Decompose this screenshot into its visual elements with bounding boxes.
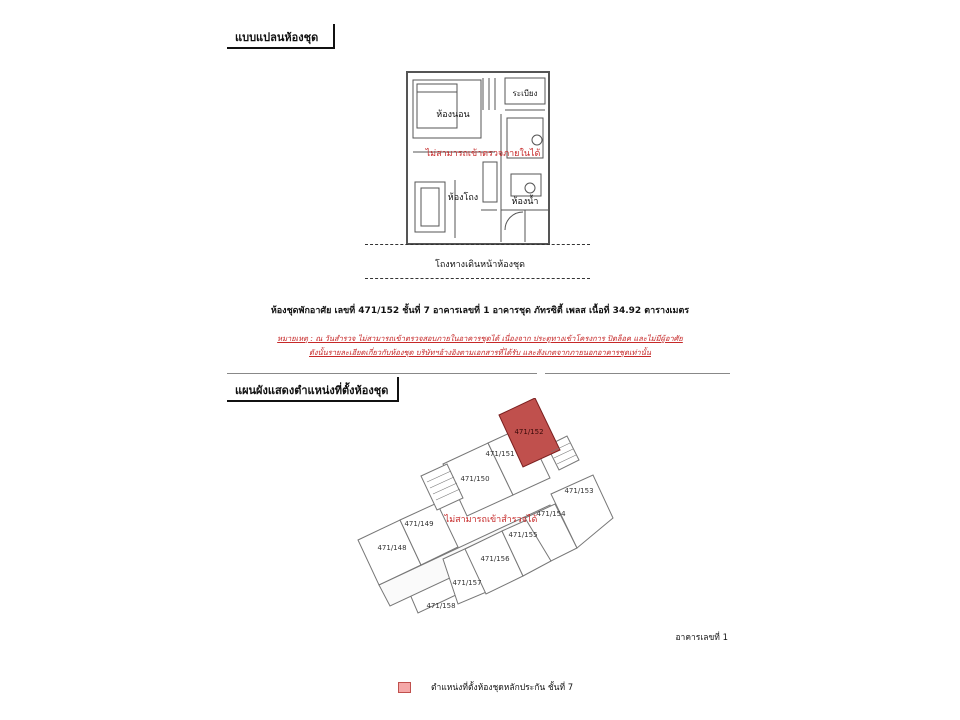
unit-153-label: 471/153: [564, 487, 594, 495]
legend-swatch: [398, 682, 411, 693]
section-divider-left: [227, 373, 537, 374]
corridor-line-bottom: [365, 278, 590, 279]
site-no-access-note: ไม่สามารถเข้าสำรวจได้: [444, 515, 538, 525]
unit-156-label: 471/156: [480, 555, 510, 563]
bathroom-label: ห้องน้ำ: [511, 197, 539, 207]
site-plan: [355, 398, 615, 620]
unit-154-label: 471/154: [536, 510, 566, 518]
unit-157-label: 471/157: [452, 579, 482, 587]
building-number-label: อาคารเลขที่ 1: [675, 633, 728, 643]
no-access-note: ไม่สามารถเข้าตรวจภายในได้: [425, 149, 541, 159]
section-divider-right: [545, 373, 730, 374]
unit-158-label: 471/158: [426, 602, 456, 610]
remark-line-2: ดังนั้นรายละเอียดเกี่ยวกับห้องชุด บริษัทฯอ้างอิงตามเอกสารที่ได้รับ และสังเกตจากภายนอกอาคารชุดเท่านั้น: [309, 348, 651, 357]
floor-plan-heading: แบบแปลนห้องชุด: [227, 24, 335, 49]
legend-label: ตำแหน่งที่ตั้งห้องชุดหลักประกัน ชั้นที่ 7: [431, 683, 574, 693]
unit-152-label: 471/152: [514, 428, 544, 436]
unit-150-label: 471/150: [460, 475, 490, 483]
remark-line-1: หมายเหตุ : ณ วันสำรวจ ไม่สามารถเข้าตรวจสอบภายในอาคารชุดได้ เนื่องจาก ประตูทางเข้าโครงการ ปิดล็อค และไม่มีผู้อาศัย: [277, 334, 683, 343]
unit-151-label: 471/151: [485, 450, 515, 458]
unit-148-label: 471/148: [377, 544, 407, 552]
corridor-line-top: [365, 244, 590, 245]
location-map-heading: แผนผังแสดงตำแหน่งที่ตั้งห้องชุด: [227, 377, 399, 402]
bedroom-label: ห้องนอน: [436, 110, 470, 120]
unit-149-label: 471/149: [404, 520, 434, 528]
legend: [398, 680, 573, 694]
unit-155-label: 471/155: [508, 531, 538, 539]
hall-label: ห้องโถง: [447, 193, 479, 203]
corridor-label: โถงทางเดินหน้าห้องชุด: [435, 260, 525, 270]
balcony-label: ระเบียง: [512, 89, 538, 98]
unit-info-text: ห้องชุดพักอาศัย เลขที่ 471/152 ชั้นที่ 7 อาคารเลขที่ 1 อาคารชุด ภัทรซิตี้ เพลส เนื้อที่ 34.92 ตารางเมตร: [270, 306, 690, 316]
unit-floor-plan: [405, 70, 551, 246]
